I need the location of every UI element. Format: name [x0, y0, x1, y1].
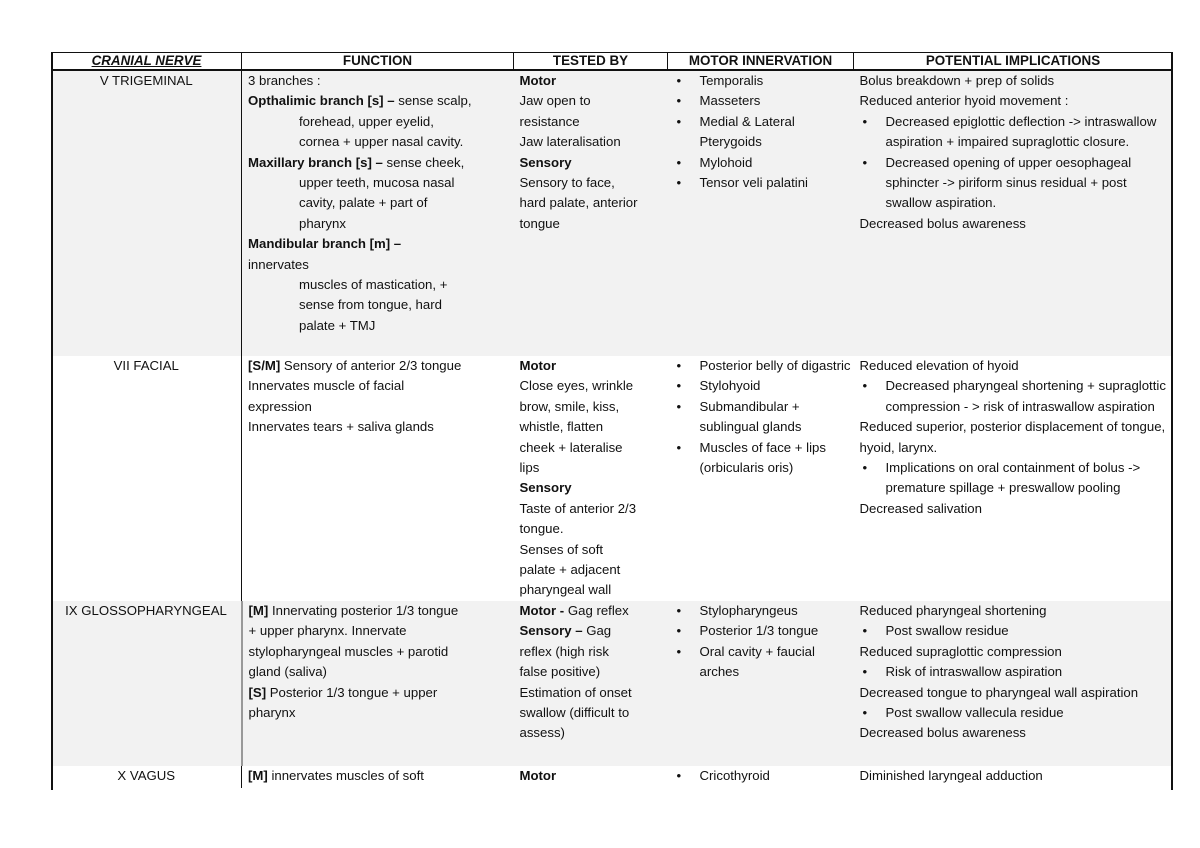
cell-motor-innervation — [668, 356, 854, 601]
function-line: muscles of mastication, + — [299, 277, 448, 293]
table-left-border — [51, 52, 53, 790]
header-row — [52, 53, 1173, 71]
tested-line: Motor — [519, 358, 557, 373]
cell-tested-by — [514, 356, 668, 601]
table-right-border — [1171, 52, 1173, 790]
function-line — [248, 356, 514, 376]
table-row — [52, 70, 1173, 356]
function-line: sense from tongue, hard — [299, 297, 442, 313]
cranial-nerve-table — [51, 52, 1173, 788]
implications-line: Reduced anterior hyoid movement : — [859, 93, 1069, 109]
tested-line: false positive) — [519, 664, 601, 680]
function-bold-lead: [S] — [248, 684, 267, 700]
tested-line: tongue — [519, 215, 560, 231]
motor-item: • Masseters — [674, 91, 854, 111]
cell-nerve: VII FACIAL — [113, 358, 179, 373]
tested-line: whistle, flatten — [519, 419, 604, 435]
function-line — [249, 601, 514, 621]
cell-implications — [854, 70, 1173, 356]
table-row — [52, 766, 1173, 788]
implications-line: Bolus breakdown + prep of solids — [859, 73, 1055, 88]
function-line — [248, 766, 514, 786]
function-line: pharynx — [299, 215, 346, 231]
tested-line: brow, smile, kiss, — [519, 398, 620, 414]
implications-line: Reduced elevation of hyoid — [859, 358, 1019, 373]
cranial-nerve-table-sheet — [51, 52, 1172, 788]
function-line: palate + TMJ — [299, 317, 376, 333]
implications-bullet-item: • Risk of intraswallow aspiration — [860, 662, 1173, 682]
cell-nerve: X VAGUS — [117, 768, 176, 783]
cell-function — [242, 766, 514, 788]
implications-bullet-list — [860, 112, 1173, 214]
implications-bullet-list — [860, 703, 1173, 723]
tested-bold-lead: Motor - — [519, 603, 565, 618]
tested-line — [520, 621, 668, 641]
header-function: FUNCTION — [242, 53, 514, 71]
function-line — [248, 153, 514, 173]
tested-line: Jaw lateralisation — [519, 134, 621, 150]
tested-line: Motor — [519, 73, 557, 88]
cell-function — [242, 70, 514, 356]
implications-bullet-item: • Implications on oral containment of bolus -> premature spillage + preswallow pooling — [860, 458, 1173, 499]
cell-implications — [854, 601, 1173, 766]
cell-nerve: V TRIGEMINAL — [52, 70, 242, 356]
cell-function — [242, 601, 514, 766]
implications-bullet-item: • Post swallow residue — [860, 621, 1173, 641]
tested-line: palate + adjacent — [519, 562, 621, 578]
motor-item: • Tensor veli palatini — [674, 173, 854, 193]
cell-implications — [854, 356, 1173, 601]
motor-item: • Medial & Lateral Pterygoids — [674, 112, 854, 153]
implications-line: Reduced superior, posterior displacement of tongue, hyoid, larynx. — [859, 419, 1166, 455]
function-line: Innervates tears + saliva glands — [248, 419, 434, 435]
motor-list — [674, 766, 854, 786]
function-bold-lead: [S/M] — [248, 358, 281, 373]
function-line: expression — [248, 398, 312, 414]
tested-line: Jaw open to — [519, 93, 591, 109]
function-line: 3 branches : — [248, 73, 321, 88]
implications-bullet-list — [860, 458, 1173, 499]
function-line: gland (saliva) — [248, 664, 327, 680]
function-bold-lead: [M] — [248, 603, 269, 618]
implications-bullet-list — [860, 621, 1173, 641]
motor-item: • Oral cavity + faucial arches — [674, 642, 854, 683]
motor-item: • Stylohyoid — [674, 376, 854, 396]
motor-item: • Mylohoid — [674, 153, 854, 173]
function-line: innervates — [248, 256, 309, 272]
tested-line: resistance — [519, 113, 580, 129]
function-text: sense cheek, — [382, 154, 465, 170]
motor-item: • Muscles of face + lips (orbicularis oris) — [674, 438, 854, 479]
header-motor-innervation: MOTOR INNERVATION — [668, 53, 854, 71]
function-line — [249, 683, 514, 703]
header-tested-by: TESTED BY — [514, 53, 668, 71]
function-line — [248, 234, 514, 254]
implications-bullet-item: • Decreased epiglottic deflection -> intraswallow aspiration + impaired supraglottic closure. — [860, 112, 1173, 153]
tested-line: Estimation of onset — [519, 684, 632, 700]
tested-text: Gag reflex — [564, 603, 629, 618]
implications-line: Decreased bolus awareness — [859, 215, 1026, 231]
function-bold-lead: Mandibular branch [m] – — [248, 236, 402, 252]
function-text: Sensory of anterior 2/3 tongue — [280, 358, 462, 373]
function-line: cavity, palate + part of — [299, 195, 428, 211]
implications-line: Diminished laryngeal adduction — [859, 768, 1043, 783]
cell-tested-by — [514, 766, 668, 788]
cell-tested-by — [514, 601, 668, 766]
header-potential-implications: POTENTIAL IMPLICATIONS — [854, 53, 1173, 71]
cell-tested-by — [514, 70, 668, 356]
implications-bullet-item: • Decreased opening of upper oesophageal sphincter -> piriform sinus residual + post swallow aspiration. — [860, 153, 1173, 214]
tested-line: assess) — [519, 725, 565, 741]
motor-list — [674, 601, 854, 683]
table-row — [52, 356, 1173, 601]
function-line: upper teeth, mucosa nasal — [299, 175, 455, 191]
motor-list — [674, 356, 854, 478]
tested-line: cheek + lateralise — [519, 439, 623, 455]
header-cranial-nerve: CRANIAL NERVE — [52, 53, 242, 71]
function-line: pharynx — [248, 705, 296, 721]
cell-motor-innervation — [668, 70, 854, 356]
implications-line: Reduced pharyngeal shortening — [859, 603, 1047, 618]
motor-item: • Posterior belly of digastric — [674, 356, 854, 376]
table-row — [52, 601, 1173, 766]
tested-text: Gag — [582, 623, 612, 639]
tested-line: Taste of anterior 2/3 — [519, 500, 637, 516]
tested-line: Sensory — [519, 480, 572, 496]
motor-item: • Submandibular + sublingual glands — [674, 397, 854, 438]
cell-motor-innervation — [668, 766, 854, 788]
tested-line: Close eyes, wrinkle — [519, 378, 634, 394]
function-line: forehead, upper eyelid, — [299, 113, 434, 129]
function-text: sense scalp, — [394, 93, 472, 109]
implications-bullet-list — [860, 376, 1173, 417]
cell-motor-innervation — [668, 601, 854, 766]
function-bold-lead: Opthalimic branch [s] – — [248, 93, 395, 109]
implications-line: Decreased tongue to pharyngeal wall aspiration — [859, 684, 1139, 700]
tested-line: Sensory to face, — [519, 175, 615, 191]
implications-line: Decreased bolus awareness — [859, 725, 1026, 741]
function-line: cornea + upper nasal cavity. — [299, 134, 464, 150]
tested-line: pharyngeal wall — [519, 582, 612, 598]
tested-line: hard palate, anterior — [519, 195, 638, 211]
tested-line: Senses of soft — [519, 541, 604, 557]
implications-line: Reduced supraglottic compression — [859, 643, 1062, 659]
implications-line: Decreased salivation — [859, 500, 982, 516]
function-line: + upper pharynx. Innervate — [248, 623, 407, 639]
function-line — [248, 91, 514, 111]
tested-line: reflex (high risk — [519, 643, 609, 659]
function-text: Innervating posterior 1/3 tongue — [268, 603, 459, 618]
table-body — [52, 70, 1173, 788]
implications-bullet-list — [860, 662, 1173, 682]
cell-implications — [854, 766, 1173, 788]
motor-item: • Stylopharyngeus — [674, 601, 854, 621]
implications-bullet-item: • Decreased pharyngeal shortening + supraglottic compression - > risk of intraswallow aspiration — [860, 376, 1173, 417]
tested-bold-lead: Sensory – — [519, 623, 583, 639]
tested-line — [520, 601, 668, 621]
function-bold-lead: Maxillary branch [s] – — [248, 154, 383, 170]
function-text: Posterior 1/3 tongue + upper — [266, 684, 438, 700]
cell-nerve: IX GLOSSOPHARYNGEAL — [52, 601, 242, 766]
implications-bullet-item: • Post swallow vallecula residue — [860, 703, 1173, 723]
function-line: Innervates muscle of facial — [248, 378, 405, 394]
tested-line: Sensory — [519, 154, 572, 170]
cell-function — [242, 356, 514, 601]
tested-line: swallow (difficult to — [519, 705, 630, 721]
tested-line: Motor — [519, 768, 557, 783]
function-line: stylopharyngeal muscles + parotid — [248, 643, 449, 659]
motor-item: • Temporalis — [674, 71, 854, 91]
function-text: innervates muscles of soft — [267, 768, 424, 783]
motor-item: • Posterior 1/3 tongue — [674, 621, 854, 641]
tested-line: lips — [519, 460, 540, 476]
function-bold-lead: [M] — [248, 768, 268, 783]
motor-list — [674, 71, 854, 193]
tested-line: tongue. — [519, 521, 564, 537]
motor-item: • Cricothyroid — [674, 766, 854, 786]
